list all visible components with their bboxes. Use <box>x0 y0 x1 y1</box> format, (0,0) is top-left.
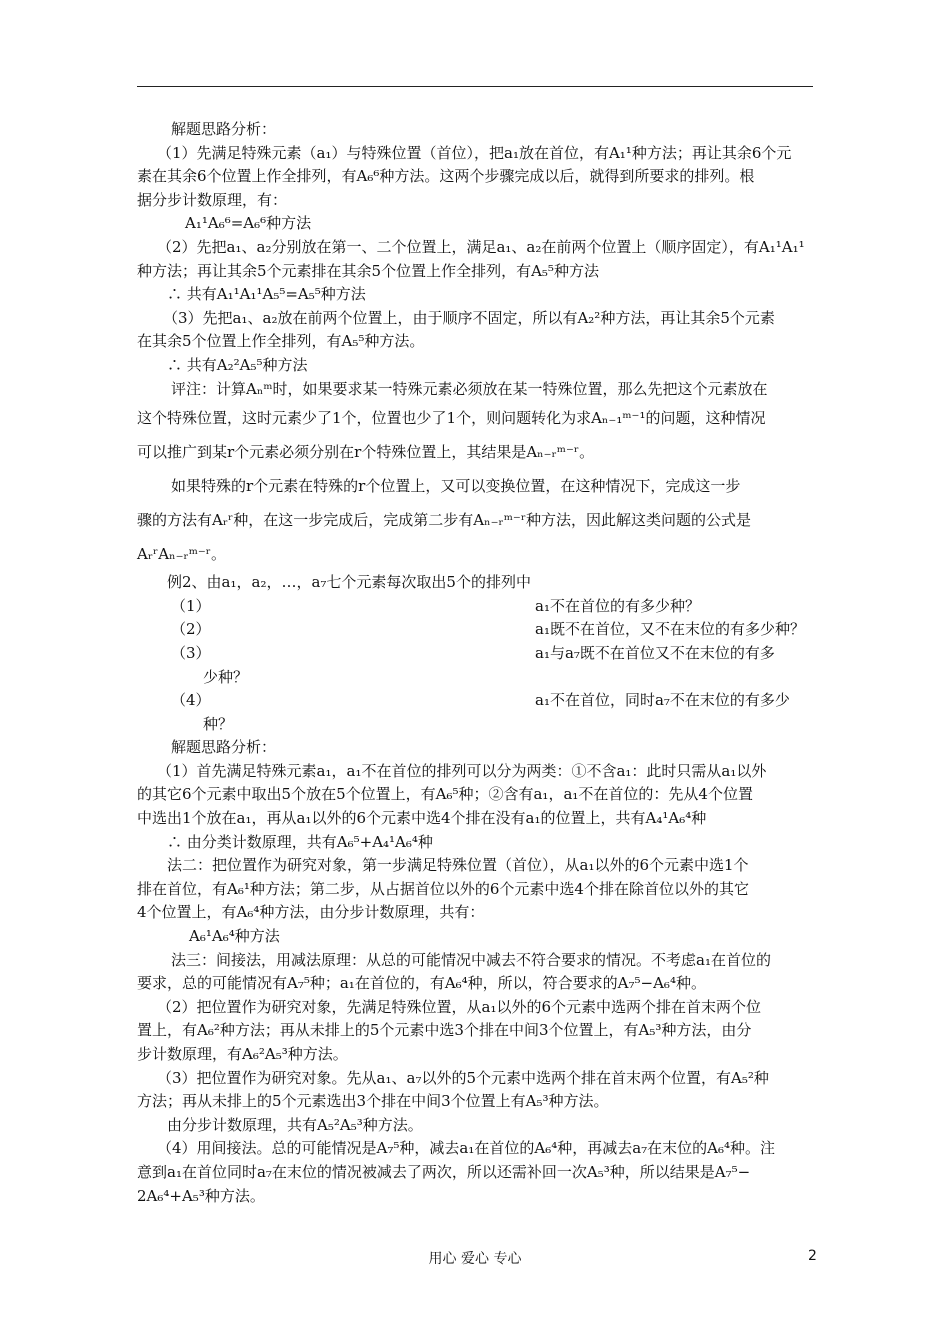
text-line: 2A₆⁴+A₅³种方法。 <box>137 1186 265 1205</box>
question-text: a₁不在首位的有多少种？ <box>535 596 700 615</box>
text-line: 解题思路分析： <box>171 738 277 757</box>
footer-motto: 用心 爱心 专心 <box>428 1251 522 1267</box>
text-line: ∴ 共有A₂²A₅⁵种方法 <box>167 355 308 374</box>
text-line: （1）先满足特殊元素（a₁）与特殊位置（首位），把a₁放在首位，有A₁¹种方法；再让其余6个元 <box>157 143 792 162</box>
text-line: （2）先把a₁、a₂分别放在第一、二个位置上，满足a₁、a₂在前两个位置上（顺序固定），有A₁¹A₁¹ <box>157 237 805 256</box>
text-line: 如果特殊的r个元素在特殊的r个位置上，又可以变换位置，在这种情况下，完成这一步 <box>171 477 741 496</box>
text-line: 由分步计数原理，共有A₅²A₅³种方法。 <box>167 1115 423 1134</box>
text-line: （4）用间接法。总的可能情况是A₇⁵种，减去a₁在首位的A₆⁴种，再减去a₇在末位的A₆⁴种。注 <box>157 1139 776 1158</box>
text-line: 评注：计算Aₙᵐ时，如果要求某一特殊元素必须放在某一特殊位置，那么先把这个元素放在 <box>171 379 768 398</box>
text-line: 的其它6个元素中取出5个放在5个位置上，有A₆⁵种；②含有a₁，a₁不在首位的：先从4个位置 <box>137 785 753 804</box>
question-4 <box>137 689 817 713</box>
text-line: （3）先把a₁、a₂放在前两个位置上，由于顺序不固定，所以有A₂²种方法，再让其余5个元素 <box>163 308 775 327</box>
question-number: （1） <box>171 596 211 615</box>
text-line: 法二：把位置作为研究对象，第一步满足特殊位置（首位），从a₁以外的6个元素中选1个 <box>167 856 749 875</box>
formula-line: A₆¹A₆⁴种方法 <box>189 927 280 946</box>
text-line: 骤的方法有Aᵣʳ种，在这一步完成后，完成第二步有Aₙ₋ᵣᵐ⁻ʳ种方法，因此解这类问题的公式是 <box>137 511 752 530</box>
text-line: （1）首先满足特殊元素a₁，a₁不在首位的排列可以分为两类：①不含a₁：此时只需从a₁以外 <box>157 761 767 780</box>
text-line: 方法；再从未排上的5个元素选出3个排在中间3个位置上有A₅³种方法。 <box>137 1092 609 1111</box>
question-continuation: 少种？ <box>203 667 249 686</box>
question-2 <box>137 618 817 642</box>
question-3 <box>137 642 817 666</box>
document-body <box>137 118 817 1208</box>
question-text: a₁既不在首位，又不在末位的有多少种？ <box>535 620 805 639</box>
text-line: 法三：间接法，用减法原理：从总的可能情况中减去不符合要求的情况。不考虑a₁在首位的 <box>171 950 771 969</box>
text-line: 排在首位，有A₆¹种方法；第二步，从占据首位以外的6个元素中选4个排在除首位以外的其它 <box>137 879 749 898</box>
text-line: AᵣʳAₙ₋ᵣᵐ⁻ʳ。 <box>137 545 227 564</box>
question-number: （3） <box>171 643 211 662</box>
text-line: 意到a₁在首位同时a₇在末位的情况被减去了两次，所以还需补回一次A₅³种，所以结果是A₇⁵− <box>137 1162 751 1181</box>
text-line: （3）把位置作为研究对象。先从a₁、a₇以外的5个元素中选两个排在首末两个位置，有A₅²种 <box>157 1068 769 1087</box>
text-line: 置上，有A₆²种方法；再从未排上的5个元素中选3个排在中间3个位置上，有A₅³种方法，由分 <box>137 1021 752 1040</box>
question-continuation: 种？ <box>203 714 234 733</box>
text-line: 在其余5个位置上作全排列，有A₅⁵种方法。 <box>137 332 425 351</box>
header-rule <box>137 86 813 87</box>
text-line: 解题思路分析： <box>171 120 277 138</box>
text-line: 据分步计数原理，有： <box>137 190 288 209</box>
text-line: ∴ 由分类计数原理，共有A₆⁵+A₄¹A₆⁴种 <box>167 832 433 851</box>
text-line: 4个位置上，有A₆⁴种方法，由分步计数原理，共有： <box>137 903 485 922</box>
text-line: 要求，总的可能情况有A₇⁵种；a₁在首位的，有A₆⁴种，所以，符合要求的A₇⁵−A₆⁴种。 <box>137 974 706 993</box>
page-number: 2 <box>808 1248 817 1264</box>
text-line: 中选出1个放在a₁，再从a₁以外的6个元素中选4个排在没有a₁的位置上，共有A₄¹A₆⁴种 <box>137 809 707 828</box>
question-number: （4） <box>171 691 211 710</box>
text-line: 这个特殊位置，这时元素少了1个，位置也少了1个，则问题转化为求Aₙ₋₁ᵐ⁻¹的问题，这种情况 <box>137 409 766 428</box>
text-line: ∴ 共有A₁¹A₁¹A₅⁵=A₅⁵种方法 <box>167 285 366 304</box>
text-line: 素在其余6个位置上作全排列，有A₆⁶种方法。这两个步骤完成以后，就得到所要求的排列。根 <box>137 167 755 186</box>
question-number: （2） <box>171 620 211 639</box>
text-line: 步计数原理，有A₆²A₅³种方法。 <box>137 1045 348 1063</box>
text-line: （2）把位置作为研究对象，先满足特殊位置，从a₁以外的6个元素中选两个排在首末两个位 <box>157 997 762 1016</box>
example-heading: 例2、由a₁，a₂，…，a₇七个元素每次取出5个的排列中 <box>167 573 531 592</box>
question-text: a₁与a₇既不在首位又不在末位的有多 <box>535 643 775 662</box>
text-line: 可以推广到某r个元素必须分别在r个特殊位置上，其结果是Aₙ₋ᵣᵐ⁻ʳ。 <box>137 443 595 462</box>
formula-line: A₁¹A₆⁶=A₆⁶种方法 <box>185 214 312 233</box>
question-1 <box>137 595 817 619</box>
text-line: 种方法；再让其余5个元素排在其余5个位置上作全排列，有A₅⁵种方法 <box>137 261 599 280</box>
question-text: a₁不在首位，同时a₇不在末位的有多少 <box>535 691 790 710</box>
